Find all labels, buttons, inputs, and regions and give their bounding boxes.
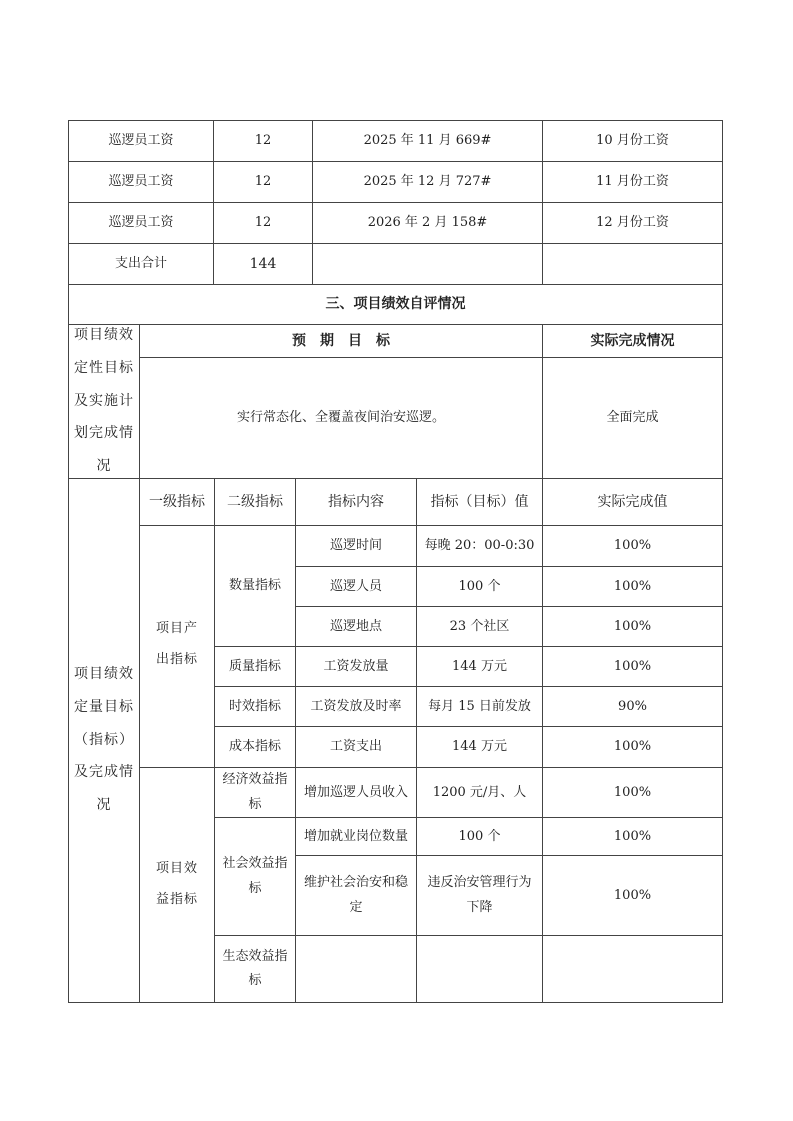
- benefit-actual-2: 100%: [613, 828, 652, 844]
- expense-amount-3: 12: [254, 215, 272, 231]
- benefit-content-3: 维护社会治安和稳定: [303, 875, 408, 915]
- timeliness-indicator-label: 时效指标: [228, 698, 281, 714]
- output-content-4: 工资发放量: [323, 658, 389, 674]
- section-title: 三、项目绩效自评情况: [325, 296, 466, 313]
- expense-item-3: 巡逻员工资: [108, 215, 174, 231]
- header-content: 指标内容: [328, 493, 384, 510]
- expense-amount-2: 12: [254, 174, 272, 190]
- output-content-5: 工资发放及时率: [310, 698, 402, 714]
- indicators-side-label: 项目绩效定量目标（指标）及完成情况: [74, 665, 134, 814]
- header-level2: 二级指标: [227, 493, 283, 510]
- benefit-actual-1: 100%: [613, 784, 652, 800]
- output-target-4: 144 万元: [452, 658, 507, 674]
- benefit-content-1: 增加巡逻人员收入: [303, 784, 408, 800]
- social-benefit-label: 社会效益指标: [222, 856, 288, 896]
- benefit-indicator-label: 项目效益指标: [155, 861, 198, 907]
- expense-note-3: 12 月份工资: [596, 215, 669, 231]
- quality-indicator-label: 质量指标: [228, 658, 281, 674]
- output-indicator-label: 项目产出指标: [155, 621, 198, 667]
- actual-completion-text: 全面完成: [606, 410, 659, 426]
- output-actual-4: 100%: [613, 658, 652, 674]
- header-level1: 一级指标: [149, 493, 205, 510]
- output-actual-3: 100%: [613, 618, 652, 634]
- output-actual-1: 100%: [613, 538, 652, 554]
- benefit-target-2: 100 个: [458, 828, 501, 844]
- expense-item-1: 巡逻员工资: [108, 133, 174, 149]
- output-actual-2: 100%: [613, 578, 652, 594]
- cost-indicator-label: 成本指标: [228, 739, 281, 755]
- economic-benefit-label: 经济效益指标: [222, 772, 288, 812]
- expense-voucher-3: 2026 年 2 月 158#: [367, 215, 488, 231]
- output-target-5: 每月 15 日前发放: [428, 698, 531, 714]
- quantity-indicator-label: 数量指标: [228, 578, 281, 594]
- benefit-actual-3: 100%: [613, 887, 652, 903]
- expense-item-2: 巡逻员工资: [108, 174, 174, 190]
- output-content-2: 巡逻人员: [329, 578, 382, 594]
- output-content-6: 工资支出: [329, 739, 382, 755]
- output-target-6: 144 万元: [452, 739, 507, 755]
- expense-amount-1: 12: [254, 133, 272, 149]
- output-actual-5: 90%: [618, 698, 647, 714]
- expense-note-2: 11 月份工资: [596, 174, 669, 190]
- benefit-target-1: 1200 元/月、人: [432, 784, 527, 800]
- output-content-3: 巡逻地点: [329, 618, 382, 634]
- expense-total-label: 支出合计: [114, 256, 167, 272]
- output-target-1: 每晚 20：00-0:30: [424, 538, 535, 554]
- expected-goal-text: 实行常态化、全覆盖夜间治安巡逻。: [236, 410, 445, 426]
- output-content-1: 巡逻时间: [329, 538, 382, 554]
- header-target: 指标（目标）值: [430, 493, 529, 510]
- expense-total-amount: 144: [249, 255, 277, 272]
- actual-completion-header: 实际完成情况: [590, 332, 675, 349]
- expense-voucher-1: 2025 年 11 月 669#: [363, 133, 492, 149]
- header-actual: 实际完成值: [597, 493, 668, 510]
- goal-side-label: 项目绩效定性目标及实施计划完成情况: [74, 326, 134, 475]
- expense-voucher-2: 2025 年 12 月 727#: [363, 174, 492, 190]
- benefit-target-3: 违反治安管理行为下降: [427, 875, 532, 915]
- ecological-benefit-label: 生态效益指标: [222, 948, 288, 988]
- output-target-3: 23 个社区: [449, 618, 510, 634]
- output-target-2: 100 个: [458, 578, 501, 594]
- expected-goal-header: 预 期 目 标: [292, 332, 390, 349]
- expense-note-1: 10 月份工资: [596, 133, 669, 149]
- output-actual-6: 100%: [613, 739, 652, 755]
- benefit-content-2: 增加就业岗位数量: [303, 828, 408, 844]
